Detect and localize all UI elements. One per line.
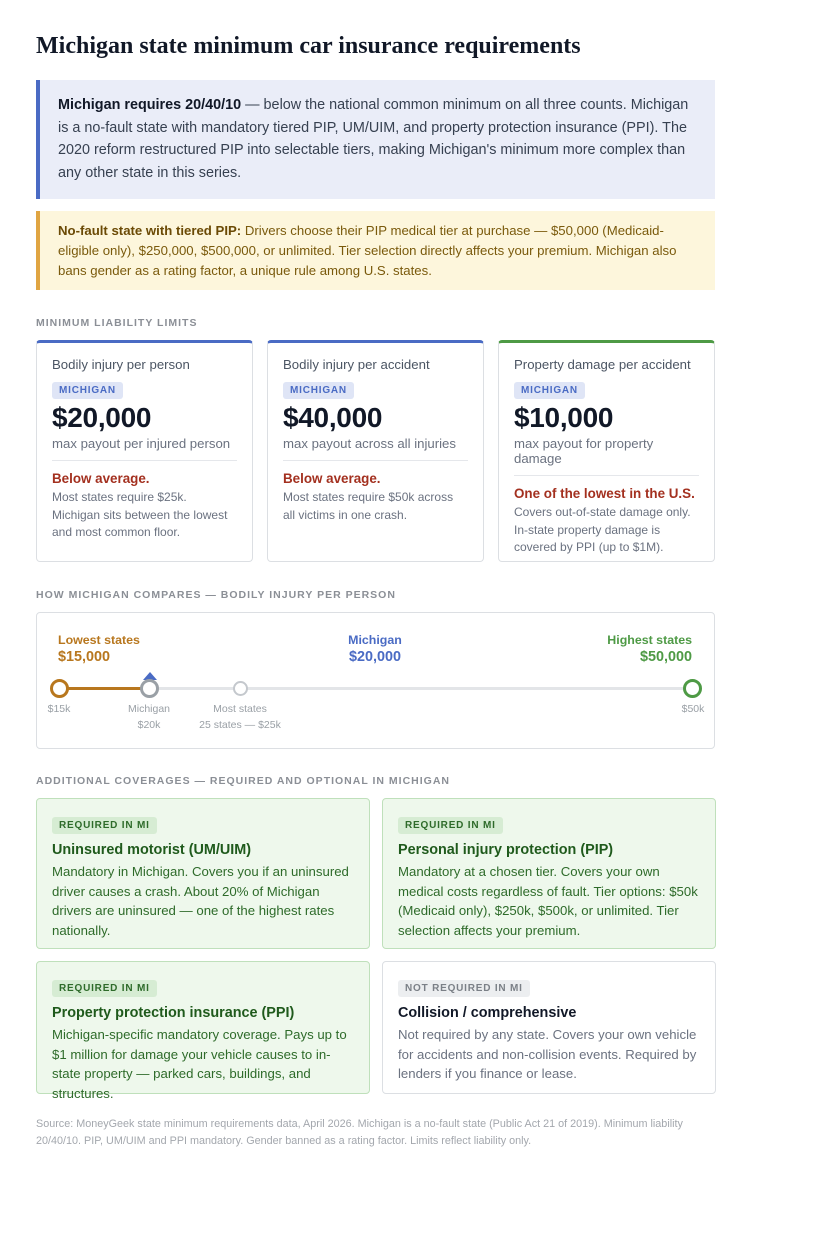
limit-description: Most states require $50k across all victims in one crash. bbox=[283, 490, 454, 522]
michigan-value: $20,000 bbox=[348, 649, 402, 665]
coverage-description: Mandatory in Michigan. Covers you if an uninsured driver causes a crash. About 20% of Michigan drivers are uninsured — one of the highest rates nationally. bbox=[52, 864, 349, 938]
intro-callout bbox=[36, 80, 715, 199]
tick-michigan bbox=[109, 701, 189, 733]
coverage-title: Uninsured motorist (UM/UIM) bbox=[52, 842, 252, 858]
coverage-card-ppi bbox=[36, 961, 370, 1101]
limit-title: Bodily injury per accident bbox=[283, 357, 430, 372]
limit-description: Covers out-of-state damage only. In-state property damage is covered by PPI (up to $1M). bbox=[514, 505, 691, 554]
coverage-description: Mandatory at a chosen tier. Covers your own medical costs regardless of fault. Tier options: $50k (Medicaid only), $250k, $500k, or unlimited. Tier selection affects your premium. bbox=[398, 864, 698, 938]
coverage-title: Property protection insurance (PPI) bbox=[52, 1005, 295, 1021]
coverage-card-collision bbox=[382, 961, 716, 1094]
coverage-badge: REQUIRED IN MI bbox=[52, 817, 157, 834]
lowest-marker bbox=[50, 679, 69, 698]
section-label-limits: MINIMUM LIABILITY LIMITS bbox=[36, 317, 198, 329]
tick-michigan-name: Michigan bbox=[127, 703, 171, 715]
limit-verdict: Below average. bbox=[52, 471, 150, 486]
section-label-compare: HOW MICHIGAN COMPARES — BODILY INJURY PER PERSON bbox=[36, 589, 396, 601]
note-highlight: No-fault state with tiered PIP: bbox=[58, 223, 242, 238]
coverage-badge: NOT REQUIRED IN MI bbox=[398, 980, 530, 997]
coverage-title: Personal injury protection (PIP) bbox=[398, 842, 614, 858]
limit-title: Property damage per accident bbox=[514, 357, 691, 372]
limit-subtext: max payout per injured person bbox=[52, 436, 237, 461]
coverage-description: Not required by any state. Covers your own vehicle for accidents and non-collision events. Required by lenders if you finance or lease. bbox=[398, 1027, 697, 1082]
comparison-panel bbox=[36, 612, 715, 749]
intro-highlight: Michigan requires 20/40/10 bbox=[58, 97, 242, 113]
limit-card-bi-accident bbox=[267, 340, 484, 562]
limit-subtext: max payout across all injuries bbox=[283, 436, 468, 461]
source-footnote: Source: MoneyGeek state minimum requirements data, April 2026. Michigan is a no-fault state (Public Act 21 of 2019). Minimum liability 20/40/10. PIP, UM/UIM and PPI mandatory. Gender banned as a rating factor. Limits reflect liability only. bbox=[36, 1118, 683, 1147]
state-badge: MICHIGAN bbox=[52, 382, 123, 399]
tick-most-value: 25 states — $25k bbox=[199, 719, 281, 731]
tick-most-states bbox=[185, 701, 295, 733]
michigan-marker bbox=[140, 679, 159, 698]
lowest-states-label: Lowest states bbox=[58, 633, 140, 647]
lowest-states-value: $15,000 bbox=[58, 649, 111, 665]
limit-verdict: Below average. bbox=[283, 471, 381, 486]
no-fault-note bbox=[36, 211, 715, 290]
intro-text: — below the national common minimum on all three counts. Michigan is a no-fault state with mandatory tiered PIP, UM/UIM, and property protection insurance (PPI). The 2020 reform restructured PIP into selectable tiers, making Michigan's minimum more complex than any other state in this series. bbox=[58, 97, 689, 181]
page-title: Michigan state minimum car insurance requirements bbox=[36, 33, 581, 59]
coverage-description: Michigan-specific mandatory coverage. Pays up to $1 million for damage your vehicle causes to in-state property — parked cars, buildings, and structures. bbox=[52, 1027, 347, 1101]
section-label-coverages: ADDITIONAL COVERAGES — REQUIRED AND OPTIONAL IN MICHIGAN bbox=[36, 775, 450, 787]
highest-states-value: $50,000 bbox=[639, 649, 692, 665]
coverage-badge: REQUIRED IN MI bbox=[398, 817, 503, 834]
limit-subtext: max payout for property damage bbox=[514, 436, 699, 476]
limit-title: Bodily injury per person bbox=[52, 357, 190, 372]
limit-card-bi-person bbox=[36, 340, 253, 562]
tick-michigan-value: $20k bbox=[137, 719, 161, 731]
limit-amount: $20,000 bbox=[52, 402, 152, 433]
tick-high: $50k bbox=[681, 703, 705, 715]
most-states-marker bbox=[233, 681, 248, 696]
limit-description: Most states require $25k. Michigan sits between the lowest and most common floor. bbox=[52, 490, 228, 539]
note-text: Drivers choose their PIP medical tier at purchase — $50,000 (Medicaid-eligible only), $250,000, $500,000, or unlimited. Tier selection directly affects your premium. Michigan also bans gender as a rating factor, a unique rule among U.S. states. bbox=[58, 223, 677, 278]
coverage-card-um-uim bbox=[36, 798, 370, 949]
coverage-title: Collision / comprehensive bbox=[398, 1005, 577, 1021]
coverage-badge: REQUIRED IN MI bbox=[52, 980, 157, 997]
tick-low: $15k bbox=[47, 703, 71, 715]
state-badge: MICHIGAN bbox=[514, 382, 585, 399]
state-badge: MICHIGAN bbox=[283, 382, 354, 399]
limit-card-property-damage bbox=[498, 340, 715, 562]
limit-amount: $10,000 bbox=[514, 402, 614, 433]
michigan-label: Michigan bbox=[348, 633, 402, 647]
limit-verdict: One of the lowest in the U.S. bbox=[514, 486, 695, 501]
highest-states-label: Highest states bbox=[607, 633, 692, 647]
limit-amount: $40,000 bbox=[283, 402, 383, 433]
tick-most-name: Most states bbox=[213, 703, 267, 715]
highest-marker bbox=[683, 679, 702, 698]
scale-fill bbox=[59, 687, 150, 690]
coverage-card-pip bbox=[382, 798, 716, 949]
